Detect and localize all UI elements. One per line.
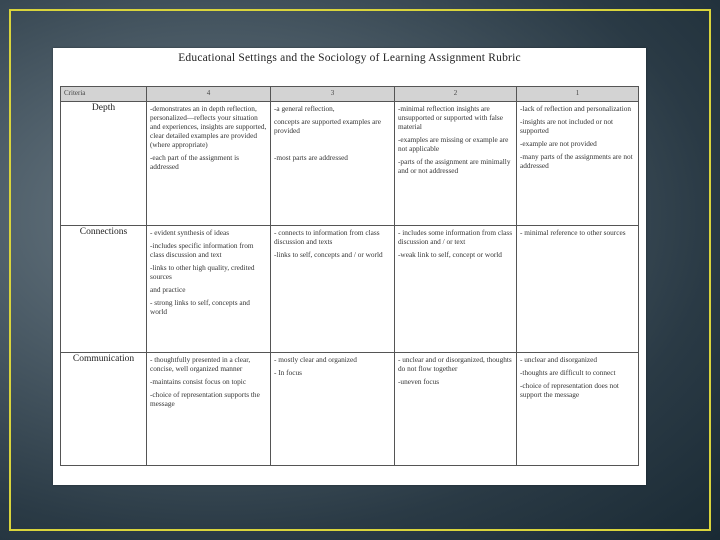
header-score-3: 3: [271, 87, 395, 102]
cell-text: -many parts of the assignments are not addressed: [520, 152, 633, 170]
rubric-cell: [271, 353, 395, 466]
rubric-cell: [271, 102, 395, 226]
cell-text: -minimal reflection insights are unsupported or supported with false material: [398, 104, 503, 131]
rubric-cell: [395, 226, 517, 353]
cell-text: concepts are supported examples are provided: [274, 117, 381, 135]
cell-text: -a general reflection,: [274, 104, 335, 113]
cell-text: -example are not provided: [520, 139, 597, 148]
rubric-cell: [517, 102, 639, 226]
cell-text: -most parts are addressed: [274, 153, 348, 162]
rubric-cell: [147, 353, 271, 466]
rubric-table: [60, 86, 639, 466]
row-label-depth: Depth: [61, 102, 147, 226]
cell-text: - mostly clear and organized: [274, 355, 357, 364]
cell-text: -insights are not included or not supported: [520, 117, 614, 135]
cell-text: - unclear and or disorganized, thoughts do not flow together: [398, 355, 512, 373]
cell-text: -examples are missing or example are not applicable: [398, 135, 509, 153]
cell-text: -weak link to self, concept or world: [398, 250, 502, 259]
rubric-cell: [271, 226, 395, 353]
cell-text: - includes some information from class discussion and / or text: [398, 228, 513, 246]
cell-text: -parts of the assignment are minimally and or not addressed: [398, 157, 511, 175]
cell-text: -demonstrates an in depth reflection, personalized—reflects your situation and experiences, insights are supported, clear detailed examples are provided (where appropriate): [150, 104, 267, 149]
rubric-cell: [147, 102, 271, 226]
cell-text: - In focus: [274, 368, 302, 377]
header-score-1: 1: [517, 87, 639, 102]
cell-text: -links to other high quality, credited sources: [150, 263, 255, 281]
rubric-cell: [147, 226, 271, 353]
cell-text: - connects to information from class discussion and texts: [274, 228, 380, 246]
cell-text: - unclear and disorganized: [520, 355, 598, 364]
table-row: [61, 102, 639, 226]
document-title: Educational Settings and the Sociology of Learning Assignment Rubric: [178, 52, 521, 64]
cell-text: -includes specific information from class discussion and text: [150, 241, 254, 259]
rubric-cell: [517, 226, 639, 353]
rubric-cell: [517, 353, 639, 466]
cell-text: -choice of representation supports the message: [150, 390, 260, 408]
header-row: [61, 87, 639, 102]
header-criteria: Criteria: [61, 87, 147, 102]
cell-text: - minimal reference to other sources: [520, 228, 626, 237]
table-row: [61, 226, 639, 353]
cell-text: -each part of the assignment is addressed: [150, 153, 239, 171]
cell-text: -links to self, concepts and / or world: [274, 250, 383, 259]
cell-text: -thoughts are difficult to connect: [520, 368, 616, 377]
cell-text: - thoughtfully presented in a clear, concise, well organized manner: [150, 355, 251, 373]
cell-text: - strong links to self, concepts and world: [150, 298, 250, 316]
cell-text: -uneven focus: [398, 377, 440, 386]
cell-text: and practice: [150, 285, 186, 294]
rubric-cell: [395, 353, 517, 466]
cell-text: -lack of reflection and personalization: [520, 104, 632, 113]
cell-text: - evident synthesis of ideas: [150, 228, 230, 237]
header-score-4: 4: [147, 87, 271, 102]
rubric-document: [53, 48, 646, 485]
row-label-communication: Communication: [61, 353, 147, 466]
cell-text: -maintains consist focus on topic: [150, 377, 247, 386]
cell-text: -choice of representation does not support the message: [520, 381, 619, 399]
rubric-cell: [395, 102, 517, 226]
row-label-connections: Connections: [61, 226, 147, 353]
header-score-2: 2: [395, 87, 517, 102]
table-row: [61, 353, 639, 466]
